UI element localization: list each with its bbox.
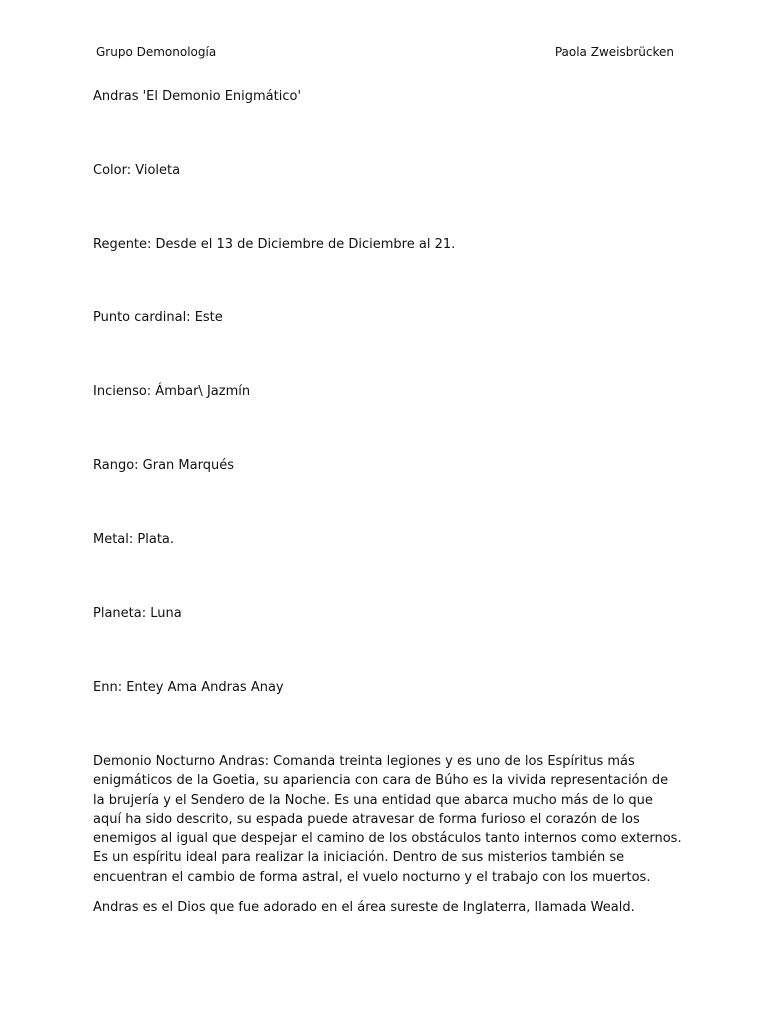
field-color: Color: Violeta xyxy=(93,163,181,178)
field-incienso: Incienso: Ámbar\ Jazmín xyxy=(93,384,251,399)
field-planeta: Planeta: Luna xyxy=(93,606,182,621)
field-punto-cardinal: Punto cardinal: Este xyxy=(93,310,223,325)
description-paragraph: Demonio Nocturno Andras: Comanda treinta legiones y es uno de los Espíritus más enigmáticos de la Goetia, su apariencia con cara de Búho es la vivida representación de la brujería y el Sendero de la Noche. Es una entidad que abarca mucho más de lo que aquí ha sido descrito, su espada puede atravesar de forma furioso el corazón de los enemigos al igual que despejar el camino de los obstáculos tanto internos como externos. Es un espíritu ideal para realizar la iniciación. Dentro de sus misterios también se encuentran el cambio de forma astral, el vuelo nocturno y el trabajo con los muertos. xyxy=(93,754,682,885)
header-group-name: Grupo Demonología xyxy=(96,45,217,59)
field-enn: Enn: Entey Ama Andras Anay xyxy=(93,680,284,695)
field-metal: Metal: Plata. xyxy=(93,532,175,547)
field-regente: Regente: Desde el 13 de Diciembre de Diciembre al 21. xyxy=(93,237,456,252)
document-title: Andras 'El Demonio Enigmático' xyxy=(93,89,302,104)
location-paragraph: Andras es el Dios que fue adorado en el área sureste de Inglaterra, llamada Weald. xyxy=(93,900,635,915)
header-author-name: Paola Zweisbrücken xyxy=(554,45,674,59)
field-rango: Rango: Gran Marqués xyxy=(93,458,234,473)
